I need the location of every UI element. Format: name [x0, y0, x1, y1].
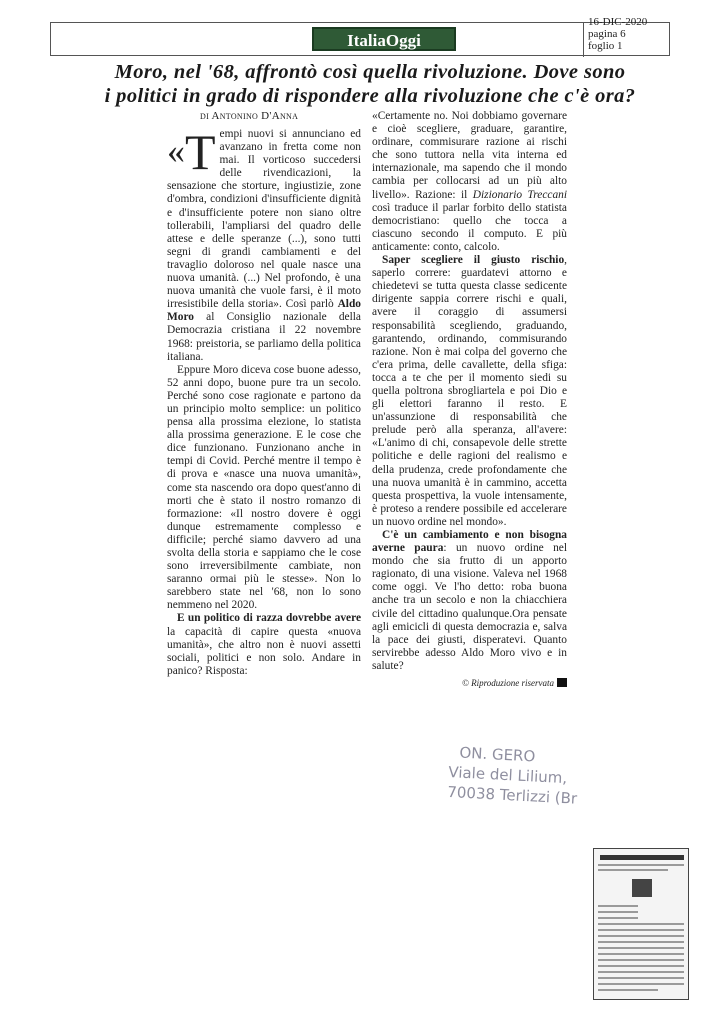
- headline-line-1: Moro, nel '68, affrontò così quella rivoluzione. Dove sono: [114, 61, 626, 83]
- masthead-box: [50, 22, 670, 56]
- thumbnail-photo: [632, 879, 652, 897]
- paragraph: «Certamente no. Noi dobbiamo governare e cioè scegliere, graduare, garantire, ordinare, commisurare razione ai rischi che sono tuttora nella vita interna ed internazionale, ma sapendo che il mondo cambia per collocarsi ad un più alto livello». Razione: il Dizionario Treccani così traduce il parlar forbito dello statista democristiano: quello che tocca a ciascuno secondo il computo. E più anticamente: conto, calcolo.: [372, 110, 567, 253]
- clipping-meta: [588, 16, 647, 52]
- paragraph: Saper scegliere il giusto rischio, saperlo correre: guardatevi attorno e chiedetevi se tutta questa classe sedicente dirigente sappia correre rischi e quali, avere il coraggio di assumersi responsabilità scegliendo, graduando, garantendo, ordinando, commisurando razione. Non è mai colpa del governo che c'era prima, delle cavallette, della sfiga: tocca a te che per il momento siedi su quella poltrona sbrogliartela e poi Dio e gli elettori faranno il resto. E un'assunzione di responsabilità che prelude però alla speranza, all'avere: «L'animo di chi, consapevole delle strette politiche e delle ragioni del realismo e della prudenza, crede profondamente che una nuova umanità è in cammino, accetta questa prospettiva, la vuole intensamente, è proteso a rendere possibile ed accelerare un nuovo ordine nel mondo».: [372, 254, 567, 528]
- masthead-divider: [583, 23, 584, 57]
- paragraph: «T empi nuovi si annunciano ed avanzano in fretta come non mai. Il vorticoso succedersi delle rivendicazioni, la sensazione che storture, ingiustizie, zone d'ombra, condizioni d'insufficiente dignità e d'insufficiente potere non siano oltre tollerabili, l'ampliarsi del quadro delle attese e delle speranze (...), sono tutti segni di grandi cambiamenti e del travaglio doloroso nel quale nasce una nuova umanità. (...) Nel profondo, è una nuova umanità che vuole farsi, è il moto irresistibile della storia». Così parlò Aldo Moro al Consiglio nazionale della Democrazia cristiana il 22 novembre 1968: preistoria, se parliamo della politica italiana.: [167, 124, 361, 363]
- paragraph: C'è un cambiamento e non bisogna averne paura: un nuovo ordine nel mondo che sia frutto di un apporto ragionato, di una visione. Valeva nel 1968 come oggi. Ve l'ho detto: roba buona anche tra un secolo e non la chiacchiera civile del cittadino qualunque.Ora pensate agli emicicli di questa democrazia e, salva la pace dei giusti, disperatevi. Quanto servirebbe adesso Aldo Moro vivo e in salute?: [372, 529, 567, 672]
- bold-name: Aldo Moro: [167, 298, 361, 324]
- end-square-icon: [557, 678, 567, 687]
- clip-date: 16-DIC-2020: [588, 16, 648, 28]
- clip-page: pagina 6: [588, 28, 626, 40]
- paragraph: Eppure Moro diceva cose buone adesso, 52 anni dopo, buone pure tra un secolo. Perché sono cose ragionate e partono da un principio molto semplice: un politico pensa alla prossima elezione, lo statista alla prossima generazione. E le cose che dice funzionano. Funzionano anche in tempi di Covid. Perché mentre il tempo è di prova e «nasce una nuova umanità», come sta nascendo ora dopo quest'anno di morti che è stato il nostro romanzo di formazione: «Il nostro dovere è oggi dunque estremamente complesso e difficile; perché siamo davvero ad una svolta della storia e sappiamo che le cose sono irreversibilmente cambiate, non saranno ormai più le stesse». Non lo sarebbero state nel '68, non lo sono nemmeno nel 2020.: [167, 363, 361, 612]
- copyright-line: © Riproduzione riservata: [372, 677, 567, 690]
- address-stamp: ON. GERO Viale del Lilium, 70038 Terlizzi (Br: [446, 743, 578, 808]
- drop-cap: «T: [167, 124, 216, 180]
- italiaoggi-logo: ItaliaOggi: [312, 27, 456, 51]
- clip-sheet: foglio 1: [588, 40, 623, 52]
- paragraph: E un politico di razza dovrebbe avere la capacità di capire questa «nuova umanità», che altro non è nuovi assetti sociali, politici e non solo. Andare in panico? Risposta:: [167, 612, 361, 677]
- article-column-1: [167, 124, 361, 678]
- subhead: Saper scegliere il giusto rischio: [382, 254, 565, 267]
- article-column-2: [372, 110, 567, 690]
- article-headline: [40, 60, 700, 108]
- subhead: E un politico di razza dovrebbe avere: [177, 612, 361, 625]
- subhead: C'è un cambiamento e non bisogna averne paura: [372, 529, 567, 555]
- byline: di Antonino D'Anna: [200, 110, 299, 122]
- page-thumbnail: [593, 848, 689, 1000]
- headline-line-2: i politici in grado di rispondere alla rivoluzione che c'è ora?: [104, 85, 636, 107]
- italic-title: Dizionario Treccani: [472, 188, 567, 201]
